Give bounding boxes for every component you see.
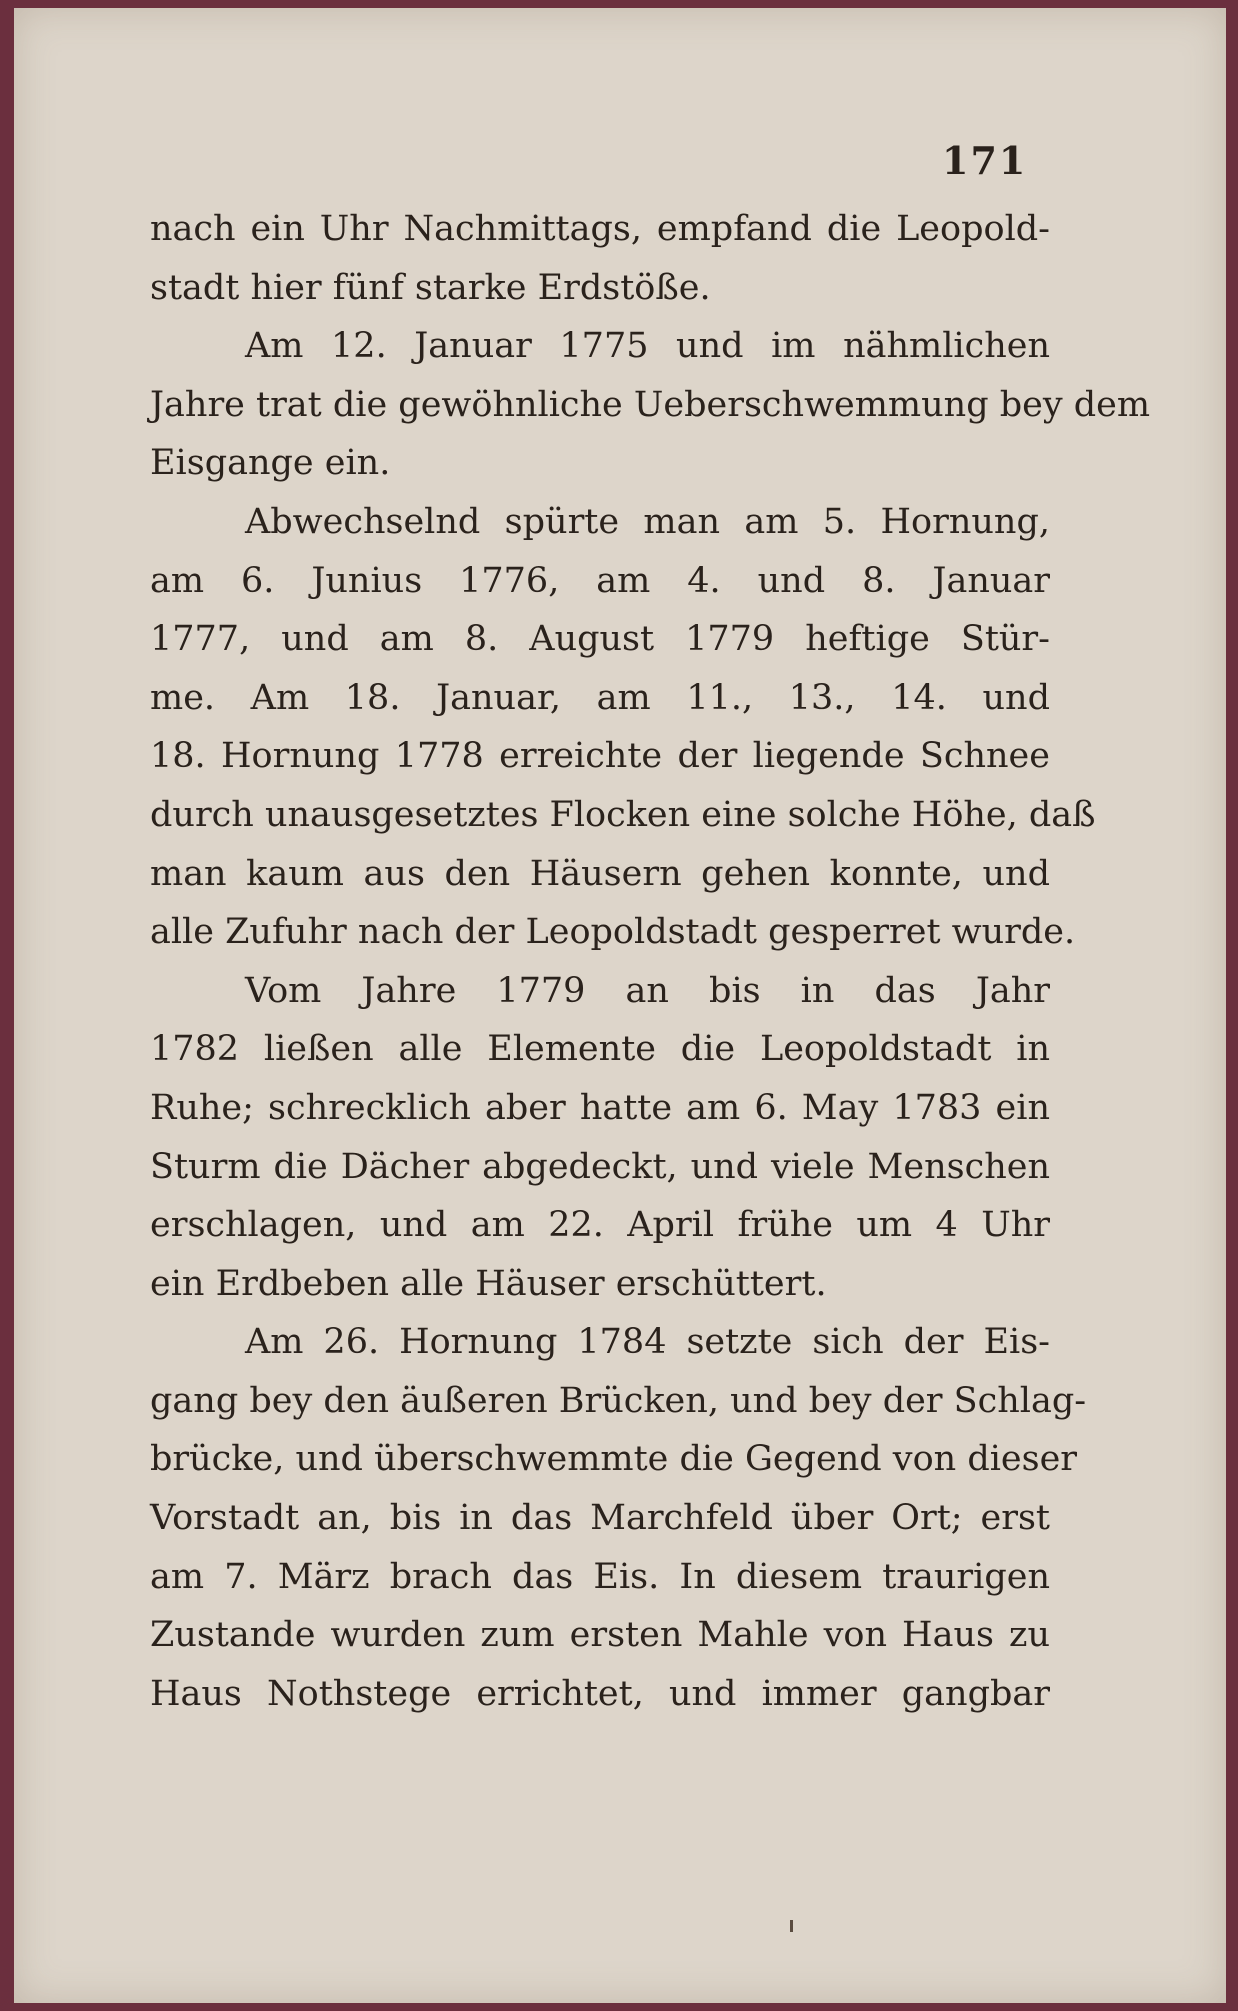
text-line: Ruhe; schrecklich aber hatte am 6. May 1783 ein bbox=[150, 1087, 1050, 1128]
text-line: Sturm die Dächer abgedeckt, und viele Menschen bbox=[150, 1146, 1050, 1187]
text-line: Abwechselnd spürte man am 5. Hornung, bbox=[245, 501, 1050, 542]
text-line: ein Erdbeben alle Häuser erschüttert. bbox=[150, 1263, 827, 1304]
text-line: gang bey den äußeren Brücken, und bey der Schlag- bbox=[150, 1380, 1087, 1421]
text-line: Haus Nothstege errichtet, und immer gangbar bbox=[150, 1673, 1050, 1714]
text-line: nach ein Uhr Nachmittags, empfand die Leopold- bbox=[150, 209, 1050, 249]
text-line: brücke, und überschwemmte die Gegend von dieser bbox=[150, 1439, 1078, 1480]
text-line: Jahre trat die gewöhnliche Ueberschwemmung bey dem bbox=[150, 384, 1151, 425]
text-line: Eisgange ein. bbox=[150, 443, 391, 484]
text-line: durch unausgesetztes Flocken eine solche Höhe, daß bbox=[150, 794, 1096, 835]
text-line: man kaum aus den Häusern gehen konnte, und bbox=[150, 853, 1050, 894]
text-line: me. Am 18. Januar, am 11., 13., 14. und bbox=[150, 677, 1050, 718]
paper-mark bbox=[790, 1920, 793, 1932]
text-line: am 7. März brach das Eis. In diesem traurigen bbox=[150, 1556, 1050, 1597]
text-line: Vorstadt an, bis in das Marchfeld über Ort; erst bbox=[150, 1498, 1050, 1539]
text-line: am 6. Junius 1776, am 4. und 8. Januar bbox=[150, 560, 1050, 601]
text-line: 18. Hornung 1778 erreichte der liegende Schnee bbox=[150, 736, 1050, 777]
text-line: Am 26. Hornung 1784 setzte sich der Eis- bbox=[245, 1322, 1050, 1363]
text-line: stadt hier fünf starke Erdstöße. bbox=[150, 267, 711, 308]
text-line: alle Zufuhr nach der Leopoldstadt gesperret wurde. bbox=[150, 912, 1076, 953]
page-number: 171 bbox=[942, 138, 1028, 183]
text-line: Am 12. Januar 1775 und im nähmlichen bbox=[245, 326, 1050, 367]
text-line: Vom Jahre 1779 an bis in das Jahr bbox=[245, 970, 1050, 1011]
book-page bbox=[14, 8, 1226, 2003]
text-line: erschlagen, und am 22. April frühe um 4 Uhr bbox=[150, 1205, 1050, 1246]
body-text bbox=[150, 200, 1151, 1723]
text-line: 1777, und am 8. August 1779 heftige Stür- bbox=[150, 619, 1050, 660]
text-line: 1782 ließen alle Elemente die Leopoldstadt in bbox=[150, 1029, 1050, 1070]
text-line: Zustande wurden zum ersten Mahle von Haus zu bbox=[150, 1615, 1050, 1656]
